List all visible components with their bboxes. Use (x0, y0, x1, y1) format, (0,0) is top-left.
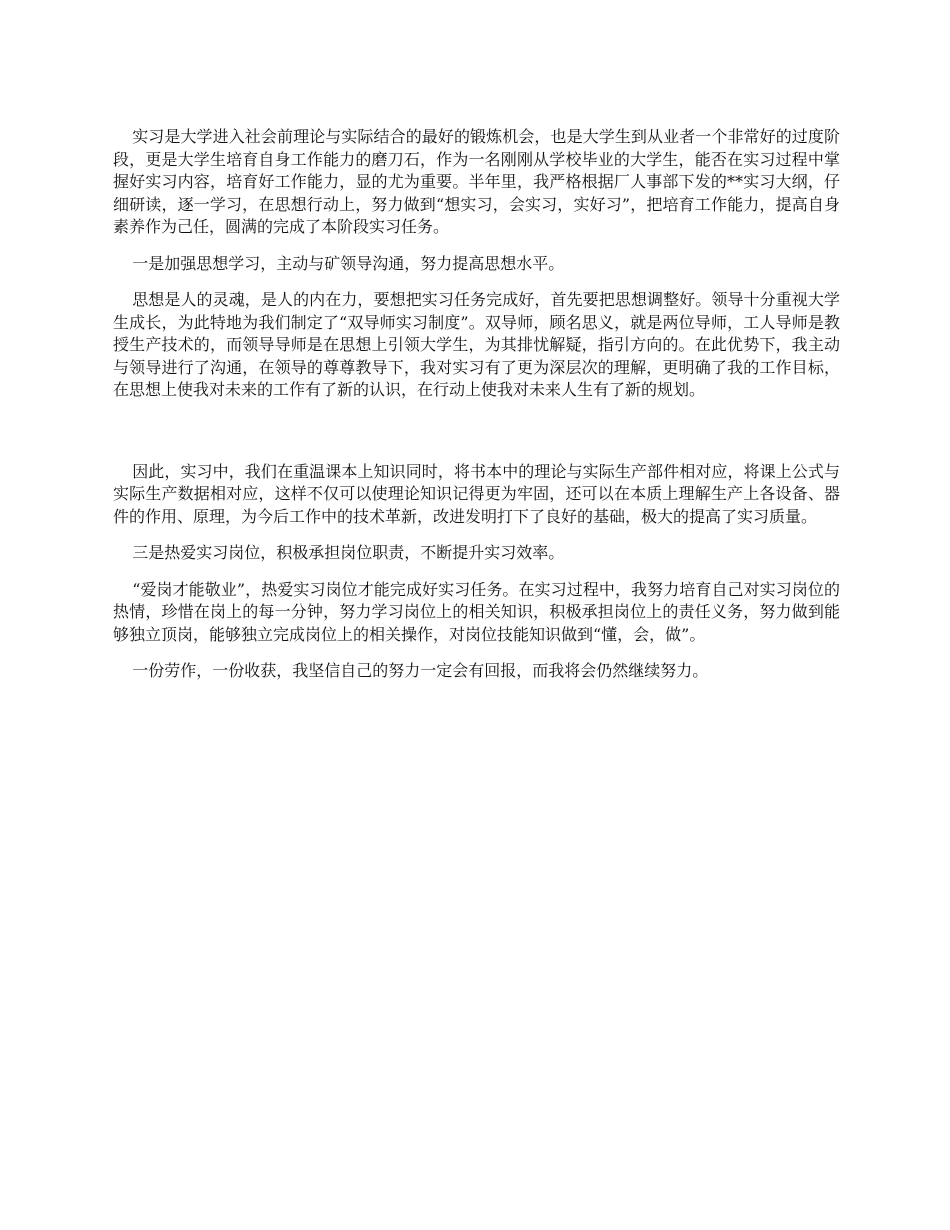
section-gap (113, 402, 840, 461)
paragraph-thought: 思想是人的灵魂，是人的内在力，要想把实习任务完成好，首先要把思想调整好。领导十分重视大学生成长，为此特地为我们制定了“双导师实习制度”。双导师，顾名思义，就是两位导师，工人导师是教授生产技术的，而领导导师是在思想上引领大学生，为其排忧解疑，指引方向的。在此优势下，我主动与领导进行了沟通，在领导的尊尊教导下，我对实习有了更为深层次的理解，更明确了我的工作目标，在思想上使我对未来的工作有了新的认识，在行动上使我对未来人生有了新的规划。 (113, 290, 840, 399)
paragraph-love-post: “爱岗才能敬业”，热爱实习岗位才能完成好实习任务。在实习过程中，我努力培育自己对实习岗位的热情，珍惜在岗上的每一分钟，努力学习岗位上的相关知识，积极承担岗位上的责任义务，努力做到能够独立顶岗，能够独立完成岗位上的相关操作，对岗位技能知识做到“懂，会，做”。 (113, 579, 840, 644)
section-heading-three: 三是热爱实习岗位，积极承担岗位职责，不断提升实习效率。 (132, 543, 565, 562)
section-heading-one: 一是加强思想学习，主动与矿领导沟通，努力提高思想水平。 (132, 253, 565, 273)
paragraph-theory-practice: 因此，实习中，我们在重温课本上知识同时，将书本中的理论与实际生产部件相对应，将课上公式与实际生产数据相对应，这样不仅可以使理论知识记得更为牢固，还可以在本质上理解生产上各设备、器件的作用、原理，为今后工作中的技术革新，改进发明打下了良好的基础，极大的提高了实习质量。 (113, 461, 840, 526)
paragraph-spacer (113, 565, 840, 579)
paragraph-spacer (113, 528, 840, 542)
document-body (113, 126, 840, 683)
paragraph-spacer (113, 646, 840, 660)
paragraph-spacer (113, 275, 840, 289)
paragraph-spacer (113, 239, 840, 253)
paragraph-closing: 一份劳作，一份收获，我坚信自己的努力一定会有回报，而我将会仍然继续努力。 (132, 661, 709, 680)
paragraph-intro: 实习是大学进入社会前理论与实际结合的最好的锻炼机会，也是大学生到从业者一个非常好的过度阶段，更是大学生培育自身工作能力的磨刀石，作为一名刚刚从学校毕业的大学生，能否在实习过程中掌握好实习内容，培育好工作能力，显的尤为重要。半年里，我严格根据厂人事部下发的**实习大纲，仔细研读，逐一学习，在思想行动上，努力做到“想实习，会实习，实好习”，把培育工作能力，提高自身素养作为己任，圆满的完成了本阶段实习任务。 (113, 127, 840, 236)
